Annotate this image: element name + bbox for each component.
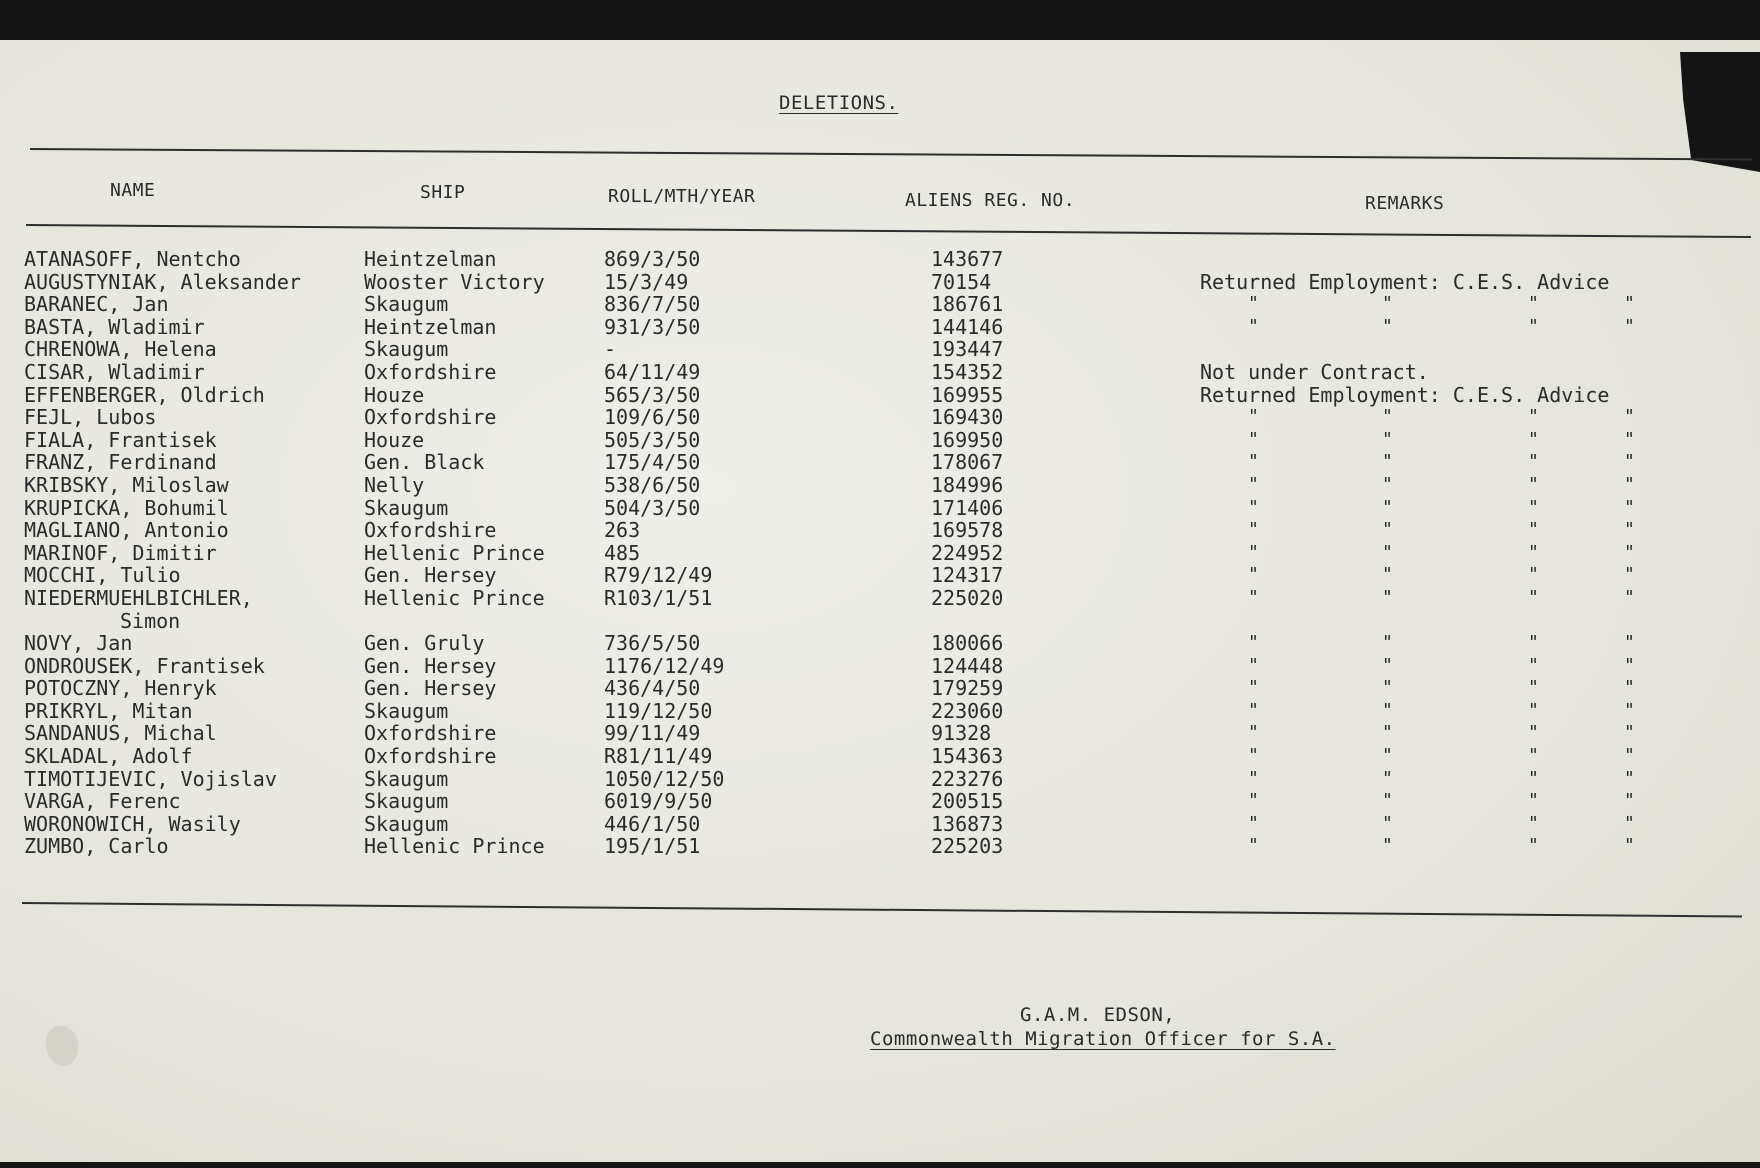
ditto-mark: " — [1382, 473, 1393, 495]
ditto-mark: " — [1248, 315, 1259, 337]
table-row — [24, 745, 1724, 768]
header-reg: ALIENS REG. NO. — [905, 190, 1076, 211]
reg-cell: 143677 — [931, 247, 1004, 271]
name-cell: EFFENBERGER, Oldrich — [24, 382, 265, 407]
roll-cell: 736/5/50 — [604, 631, 701, 656]
ditto-mark: " — [1528, 586, 1539, 608]
reg-cell: 180066 — [931, 631, 1004, 656]
ditto-mark: " — [1528, 722, 1539, 744]
reg-cell: 136873 — [931, 811, 1004, 836]
name-cell: FIALA, Frantisek — [24, 427, 217, 452]
roll-cell: - — [604, 337, 617, 362]
ditto-mark: " — [1382, 677, 1393, 699]
ditto-mark: " — [1528, 519, 1539, 541]
ditto-mark: " — [1382, 767, 1393, 789]
name-cell: BARANEC, Jan — [24, 292, 169, 317]
ditto-mark: " — [1382, 722, 1393, 744]
name-cell: MAGLIANO, Antonio — [24, 518, 229, 543]
name-cell: FEJL, Lubos — [24, 405, 157, 430]
ditto-mark: " — [1624, 451, 1635, 473]
ditto-mark: " — [1382, 835, 1393, 857]
ditto-mark: " — [1624, 745, 1635, 767]
name-cell: TIMOTIJEVIC, Vojislav — [24, 766, 277, 791]
ditto-mark: " — [1248, 428, 1259, 450]
ditto-mark: " — [1624, 293, 1635, 315]
ship-cell: Heintzelman — [364, 314, 497, 339]
name-cell: CISAR, Wladimir — [24, 359, 205, 384]
name-cell: CHRENOWA, Helena — [24, 337, 217, 362]
ship-cell: Oxfordshire — [364, 405, 497, 430]
ditto-mark: " — [1528, 564, 1539, 586]
ditto-mark: " — [1528, 315, 1539, 337]
ditto-mark: " — [1382, 519, 1393, 541]
ditto-mark: " — [1382, 790, 1393, 812]
ditto-mark: " — [1624, 767, 1635, 789]
table-row — [24, 632, 1724, 655]
header-ship: SHIP — [420, 182, 466, 203]
roll-cell: 869/3/50 — [604, 247, 701, 271]
reg-cell: 179259 — [931, 676, 1004, 701]
ditto-mark: " — [1382, 315, 1393, 337]
ship-cell: Wooster Victory — [364, 269, 545, 294]
table-row — [24, 384, 1724, 407]
name-cell: NIEDERMUEHLBICHLER, — [24, 585, 253, 610]
ship-cell: Gen. Hersey — [364, 653, 497, 678]
table-row — [24, 564, 1724, 587]
ditto-mark: " — [1528, 428, 1539, 450]
name-continuation: Simon — [120, 608, 181, 633]
ditto-mark: " — [1528, 406, 1539, 428]
roll-cell: 109/6/50 — [604, 405, 701, 430]
reg-cell: 169430 — [931, 405, 1004, 430]
ditto-mark: " — [1528, 496, 1539, 518]
reg-cell: 171406 — [931, 495, 1004, 520]
ditto-mark: " — [1528, 745, 1539, 767]
name-cell: POTOCZNY, Henryk — [24, 676, 217, 701]
reg-cell: 184996 — [931, 472, 1004, 497]
ship-cell: Gen. Gruly — [364, 631, 485, 656]
ship-cell: Nelly — [364, 472, 425, 497]
roll-cell: 119/12/50 — [604, 698, 713, 723]
ditto-mark: " — [1382, 812, 1393, 834]
paper-smudge — [46, 1026, 78, 1066]
ship-cell: Skaugum — [364, 766, 449, 791]
ship-cell: Skaugum — [364, 337, 449, 362]
table-row — [24, 519, 1724, 542]
table-row — [24, 361, 1724, 384]
ditto-mark: " — [1528, 790, 1539, 812]
ditto-mark: " — [1624, 564, 1635, 586]
ditto-mark: " — [1528, 677, 1539, 699]
table-row — [24, 248, 1724, 271]
signature-title: Commonwealth Migration Officer for S.A. — [870, 1028, 1336, 1050]
ditto-mark: " — [1528, 767, 1539, 789]
roll-cell: 6019/9/50 — [604, 789, 713, 814]
name-cell: PRIKRYL, Mitan — [24, 698, 193, 723]
reg-cell: 223276 — [931, 766, 1004, 791]
ditto-mark: " — [1624, 699, 1635, 721]
ditto-mark: " — [1624, 519, 1635, 541]
reg-cell: 144146 — [931, 314, 1004, 339]
ditto-mark: " — [1624, 677, 1635, 699]
roll-cell: 505/3/50 — [604, 427, 701, 452]
ditto-mark: " — [1528, 835, 1539, 857]
table-row — [24, 587, 1724, 632]
header-name: NAME — [110, 180, 156, 201]
table-row — [24, 655, 1724, 678]
reg-cell: 178067 — [931, 450, 1004, 475]
ditto-mark: " — [1382, 541, 1393, 563]
ditto-mark: " — [1624, 790, 1635, 812]
roll-cell: 538/6/50 — [604, 472, 701, 497]
roll-cell: 64/11/49 — [604, 359, 701, 384]
reg-cell: 224952 — [931, 540, 1004, 565]
name-cell: KRUPICKA, Bohumil — [24, 495, 229, 520]
roll-cell: R81/11/49 — [604, 744, 713, 769]
ditto-mark: " — [1248, 699, 1259, 721]
ditto-mark: " — [1248, 541, 1259, 563]
reg-cell: 223060 — [931, 698, 1004, 723]
table-row — [24, 316, 1724, 339]
ditto-mark: " — [1382, 586, 1393, 608]
reg-cell: 154363 — [931, 744, 1004, 769]
ship-cell: Gen. Black — [364, 450, 485, 475]
name-cell: MOCCHI, Tulio — [24, 563, 181, 588]
table-row — [24, 768, 1724, 791]
roll-cell: 836/7/50 — [604, 292, 701, 317]
signature-name: G.A.M. EDSON, — [1020, 1004, 1176, 1026]
roll-cell: 1050/12/50 — [604, 766, 725, 791]
ditto-mark: " — [1624, 428, 1635, 450]
ship-cell: Oxfordshire — [364, 744, 497, 769]
table-row — [24, 338, 1724, 361]
ditto-mark: " — [1248, 654, 1259, 676]
name-cell: VARGA, Ferenc — [24, 789, 181, 814]
ship-cell: Heintzelman — [364, 247, 497, 271]
torn-corner — [1680, 52, 1760, 172]
roll-cell: R79/12/49 — [604, 563, 713, 588]
ditto-mark: " — [1248, 722, 1259, 744]
table-row — [24, 406, 1724, 429]
table-row — [24, 474, 1724, 497]
ditto-mark: " — [1624, 722, 1635, 744]
table-row — [24, 700, 1724, 723]
name-cell: SANDANUS, Michal — [24, 721, 217, 746]
reg-cell: 200515 — [931, 789, 1004, 814]
reg-cell: 169950 — [931, 427, 1004, 452]
deletions-table — [24, 248, 1724, 858]
table-row — [24, 293, 1724, 316]
table-row — [24, 677, 1724, 700]
roll-cell: 175/4/50 — [604, 450, 701, 475]
roll-cell: 446/1/50 — [604, 811, 701, 836]
ship-cell: Oxfordshire — [364, 721, 497, 746]
name-cell: SKLADAL, Adolf — [24, 744, 193, 769]
ship-cell: Gen. Hersey — [364, 676, 497, 701]
roll-cell: 485 — [604, 540, 641, 565]
ditto-mark: " — [1248, 451, 1259, 473]
table-row — [24, 451, 1724, 474]
ship-cell: Oxfordshire — [364, 518, 497, 543]
ditto-mark: " — [1528, 473, 1539, 495]
reg-cell: 193447 — [931, 337, 1004, 362]
table-row — [24, 790, 1724, 813]
table-row — [24, 497, 1724, 520]
ditto-mark: " — [1248, 812, 1259, 834]
reg-cell: 70154 — [931, 269, 992, 294]
name-cell: ONDROUSEK, Frantisek — [24, 653, 265, 678]
remarks-cell: Returned Employment: C.E.S. Advice — [1200, 269, 1610, 294]
reg-cell: 225020 — [931, 585, 1004, 610]
name-cell: ATANASOFF, Nentcho — [24, 247, 241, 271]
ditto-mark: " — [1624, 586, 1635, 608]
ditto-mark: " — [1528, 632, 1539, 654]
ditto-mark: " — [1382, 451, 1393, 473]
reg-cell: 169578 — [931, 518, 1004, 543]
ditto-mark: " — [1248, 790, 1259, 812]
ship-cell: Gen. Hersey — [364, 563, 497, 588]
name-cell: NOVY, Jan — [24, 631, 133, 656]
ditto-mark: " — [1248, 745, 1259, 767]
remarks-cell: Not under Contract. — [1200, 359, 1429, 384]
name-cell: KRIBSKY, Miloslaw — [24, 472, 229, 497]
ditto-mark: " — [1248, 519, 1259, 541]
table-row — [24, 429, 1724, 452]
ditto-mark: " — [1624, 835, 1635, 857]
ditto-mark: " — [1528, 451, 1539, 473]
ditto-mark: " — [1624, 496, 1635, 518]
ditto-mark: " — [1382, 699, 1393, 721]
roll-cell: 931/3/50 — [604, 314, 701, 339]
header-remarks: REMARKS — [1365, 193, 1445, 214]
ditto-mark: " — [1248, 767, 1259, 789]
ship-cell: Hellenic Prince — [364, 540, 545, 565]
reg-cell: 169955 — [931, 382, 1004, 407]
table-row — [24, 835, 1724, 858]
ditto-mark: " — [1528, 293, 1539, 315]
ditto-mark: " — [1248, 496, 1259, 518]
roll-cell: 504/3/50 — [604, 495, 701, 520]
ship-cell: Skaugum — [364, 811, 449, 836]
table-row — [24, 542, 1724, 565]
ditto-mark: " — [1528, 541, 1539, 563]
ditto-mark: " — [1528, 654, 1539, 676]
roll-cell: 263 — [604, 518, 641, 543]
roll-cell: 15/3/49 — [604, 269, 689, 294]
name-cell: BASTA, Wladimir — [24, 314, 205, 339]
name-cell: FRANZ, Ferdinand — [24, 450, 217, 475]
ditto-mark: " — [1382, 745, 1393, 767]
reg-cell: 124448 — [931, 653, 1004, 678]
ditto-mark: " — [1624, 406, 1635, 428]
ditto-mark: " — [1624, 315, 1635, 337]
reg-cell: 225203 — [931, 834, 1004, 859]
ship-cell: Oxfordshire — [364, 359, 497, 384]
ditto-mark: " — [1528, 699, 1539, 721]
ditto-mark: " — [1624, 812, 1635, 834]
name-cell: MARINOF, Dimitir — [24, 540, 217, 565]
ship-cell: Skaugum — [364, 698, 449, 723]
ship-cell: Hellenic Prince — [364, 585, 545, 610]
ditto-mark: " — [1528, 812, 1539, 834]
ditto-mark: " — [1382, 654, 1393, 676]
roll-cell: 436/4/50 — [604, 676, 701, 701]
header-roll: ROLL/MTH/YEAR — [608, 186, 756, 207]
ditto-mark: " — [1624, 654, 1635, 676]
table-row — [24, 722, 1724, 745]
ditto-mark: " — [1248, 677, 1259, 699]
ditto-mark: " — [1248, 406, 1259, 428]
ditto-mark: " — [1248, 564, 1259, 586]
name-cell: AUGUSTYNIAK, Aleksander — [24, 269, 301, 294]
name-cell: WORONOWICH, Wasily — [24, 811, 241, 836]
reg-cell: 124317 — [931, 563, 1004, 588]
reg-cell: 154352 — [931, 359, 1004, 384]
ditto-mark: " — [1382, 496, 1393, 518]
ditto-mark: " — [1624, 473, 1635, 495]
ship-cell: Hellenic Prince — [364, 834, 545, 859]
roll-cell: 565/3/50 — [604, 382, 701, 407]
roll-cell: 1176/12/49 — [604, 653, 725, 678]
ditto-mark: " — [1248, 293, 1259, 315]
name-cell: ZUMBO, Carlo — [24, 834, 169, 859]
remarks-cell: Returned Employment: C.E.S. Advice — [1200, 382, 1610, 407]
ship-cell: Houze — [364, 427, 425, 452]
ditto-mark: " — [1382, 406, 1393, 428]
ditto-mark: " — [1382, 632, 1393, 654]
ship-cell: Skaugum — [364, 789, 449, 814]
ship-cell: Skaugum — [364, 495, 449, 520]
reg-cell: 91328 — [931, 721, 992, 746]
ditto-mark: " — [1248, 473, 1259, 495]
ditto-mark: " — [1624, 632, 1635, 654]
ditto-mark: " — [1248, 586, 1259, 608]
ship-cell: Skaugum — [364, 292, 449, 317]
ditto-mark: " — [1248, 835, 1259, 857]
roll-cell: 99/11/49 — [604, 721, 701, 746]
reg-cell: 186761 — [931, 292, 1004, 317]
ditto-mark: " — [1382, 428, 1393, 450]
roll-cell: R103/1/51 — [604, 585, 713, 610]
ditto-mark: " — [1382, 293, 1393, 315]
ditto-mark: " — [1624, 541, 1635, 563]
table-row — [24, 813, 1724, 836]
page-title: DELETIONS. — [779, 92, 899, 114]
ship-cell: Houze — [364, 382, 425, 407]
roll-cell: 195/1/51 — [604, 834, 701, 859]
table-row — [24, 271, 1724, 294]
ditto-mark: " — [1248, 632, 1259, 654]
ditto-mark: " — [1382, 564, 1393, 586]
